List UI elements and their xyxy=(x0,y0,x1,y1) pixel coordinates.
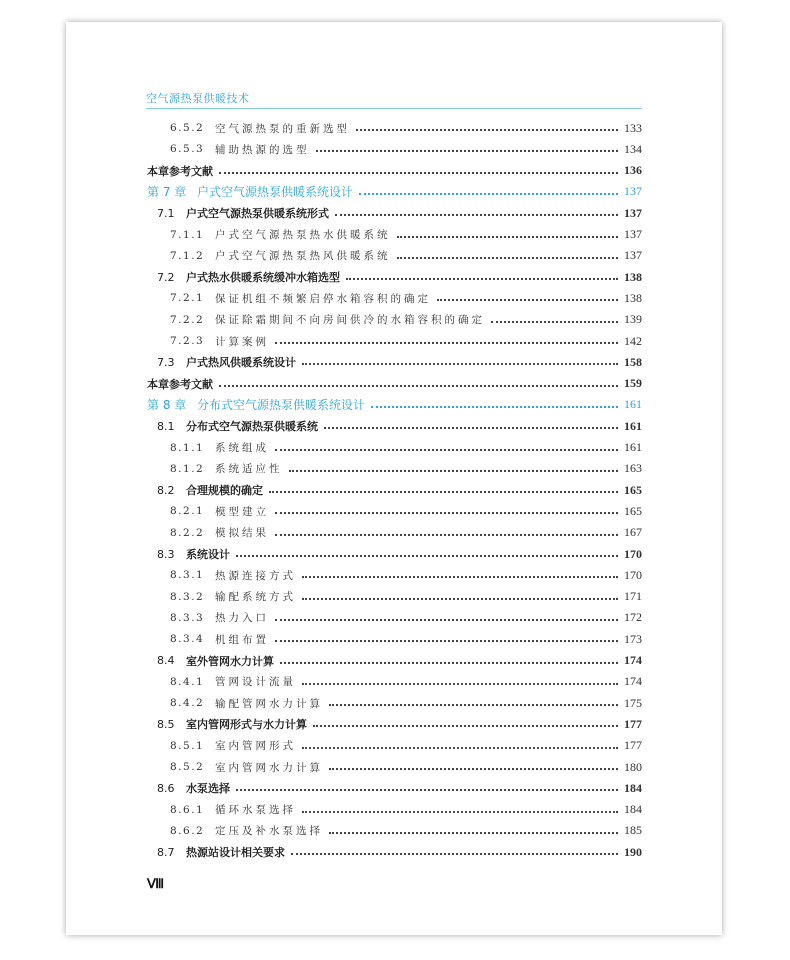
dot-leader xyxy=(371,406,618,408)
toc-entry-title: 定压及补水泵选择 xyxy=(215,825,323,838)
toc-entry[interactable] xyxy=(170,139,642,159)
toc-entry-page: 184 xyxy=(624,780,642,795)
header-rule xyxy=(146,108,642,109)
toc-entry-page: 180 xyxy=(624,759,642,774)
toc-entry-page: 163 xyxy=(624,461,642,476)
dot-leader xyxy=(236,789,618,791)
toc-entry[interactable] xyxy=(170,501,642,521)
dot-leader xyxy=(324,427,618,429)
toc-entry-title: 户式热水供暖系统缓冲水箱选型 xyxy=(186,271,340,285)
toc-entry-title: 计算案例 xyxy=(215,335,269,348)
toc-entry[interactable] xyxy=(170,565,642,585)
toc-chapter[interactable] xyxy=(147,395,642,415)
toc-entry-number: 8.2.2 xyxy=(170,526,205,539)
dot-leader xyxy=(359,193,618,195)
toc-entry-page: 165 xyxy=(624,503,642,518)
toc-entry-page: 165 xyxy=(624,482,642,497)
toc-entry-number: 8.3.3 xyxy=(170,611,205,624)
toc-entry-title: 系统设计 xyxy=(186,548,230,561)
toc-entry-number: 8.4.2 xyxy=(170,697,205,710)
toc-entry-number: 8.3.2 xyxy=(170,590,205,603)
toc-entry[interactable] xyxy=(170,288,642,308)
toc-entry-page: 139 xyxy=(624,312,642,327)
toc-entry-page: 136 xyxy=(624,163,642,178)
toc-entry-page: 185 xyxy=(624,823,642,838)
toc-entry-title: 户式空气源热泵供暖系统设计 xyxy=(197,185,354,200)
toc-entry[interactable] xyxy=(157,416,642,436)
toc-entry-title: 热力入口 xyxy=(215,612,269,625)
toc-entry-title: 辅助热源的选型 xyxy=(215,143,310,156)
toc-entry-title: 保证除霜期间不向房间供冷的水箱容积的确定 xyxy=(215,314,485,327)
toc-entry-title: 本章参考文献 xyxy=(147,164,213,178)
dot-leader xyxy=(329,768,618,770)
toc-entry-number: 8.1.1 xyxy=(170,441,205,454)
toc-entry-page: 172 xyxy=(624,610,642,625)
toc-entry[interactable] xyxy=(170,757,642,777)
toc-entry[interactable] xyxy=(170,118,642,138)
toc-entry-title: 室内管网形式与水力计算 xyxy=(186,718,307,732)
dot-leader xyxy=(397,257,619,259)
toc-entry-title: 模拟结果 xyxy=(215,527,269,540)
dot-leader xyxy=(219,172,618,174)
toc-entry-page: 137 xyxy=(624,248,642,263)
toc-entry-page: 138 xyxy=(624,290,642,305)
toc-entry-page: 137 xyxy=(624,205,642,220)
toc-entry-number: 7.2.3 xyxy=(170,335,205,347)
toc-entry[interactable] xyxy=(157,778,642,798)
toc-entry-page: 161 xyxy=(624,418,642,433)
toc-entry[interactable] xyxy=(170,438,642,458)
dot-leader xyxy=(335,214,618,216)
dot-leader xyxy=(302,683,618,685)
toc-entry-page: 167 xyxy=(624,525,642,540)
toc-entry-title: 输配系统方式 xyxy=(215,591,296,604)
toc-entry-title: 合理规模的确定 xyxy=(186,484,263,498)
toc-entry-number: 8.6.1 xyxy=(170,803,205,816)
toc-entry-page: 170 xyxy=(624,546,642,561)
toc-entry-page: 184 xyxy=(624,802,642,817)
dot-leader xyxy=(329,704,618,706)
toc-entry-title: 空气源热泵的重新选型 xyxy=(215,122,350,135)
toc-entry-title: 室内管网形式 xyxy=(215,740,296,753)
toc-entry-page: 159 xyxy=(624,376,642,391)
dot-leader xyxy=(316,150,619,152)
toc-entry[interactable] xyxy=(170,736,642,756)
toc-entry-title: 系统组成 xyxy=(215,442,269,454)
toc-entry-number: 8.1 xyxy=(157,419,175,433)
toc-entry[interactable] xyxy=(170,523,642,543)
toc-entry-number: 7.2.1 xyxy=(170,292,205,305)
toc-entry-page: 174 xyxy=(624,653,642,667)
toc-references[interactable] xyxy=(147,161,642,181)
toc-entry[interactable] xyxy=(170,225,642,245)
toc-entry[interactable] xyxy=(157,714,642,734)
toc-entry[interactable] xyxy=(170,459,642,479)
toc-entry-number: 7.2.2 xyxy=(170,313,205,326)
toc-entry-number: 8.7 xyxy=(157,845,175,859)
toc-entry-title: 分布式空气源热泵供暖系统 xyxy=(186,420,318,434)
toc-entry-page: 174 xyxy=(624,674,642,689)
toc-entry-number: 8.3.4 xyxy=(170,633,205,646)
toc-entry-title: 热源站设计相关要求 xyxy=(186,846,285,860)
toc-entry[interactable] xyxy=(157,352,642,372)
toc-entry-page: 190 xyxy=(624,844,642,859)
toc-entry-number: 8.6 xyxy=(157,781,175,795)
toc-entry-number: 第 8 章 xyxy=(147,398,187,413)
dot-leader xyxy=(313,725,618,727)
toc-entry-number: 6.5.2 xyxy=(170,122,205,134)
toc-entry-number: 7.2 xyxy=(157,270,175,284)
dot-leader xyxy=(275,342,618,344)
dot-leader xyxy=(219,385,618,387)
toc-entry[interactable] xyxy=(170,821,642,841)
toc-entry-number: 8.2.1 xyxy=(170,505,205,518)
toc-entry-number: 6.5.3 xyxy=(170,143,205,156)
toc-entry-number: 7.1 xyxy=(157,206,175,220)
toc-entry-page: 158 xyxy=(624,354,642,369)
toc-entry[interactable] xyxy=(170,800,642,820)
toc-entry-number: 7.1.1 xyxy=(170,228,205,241)
dot-leader xyxy=(275,619,618,621)
dot-leader xyxy=(280,662,618,664)
dot-leader xyxy=(356,129,618,131)
toc-entry-page: 161 xyxy=(624,440,642,454)
dot-leader xyxy=(329,832,618,834)
toc-entry-page: 142 xyxy=(624,333,642,348)
toc-entry-title: 户式空气源热泵热水供暖系统 xyxy=(215,229,391,241)
toc-entry-number: 7.3 xyxy=(157,355,175,369)
dot-leader xyxy=(275,640,618,642)
toc-entry-page: 170 xyxy=(624,567,642,582)
toc-entry[interactable] xyxy=(157,203,642,223)
toc-entry-number: 8.6.2 xyxy=(170,824,205,837)
toc-entry-number: 8.2 xyxy=(157,483,175,497)
toc-entry-title: 水泵选择 xyxy=(186,782,230,796)
toc-entry[interactable] xyxy=(170,310,642,330)
toc-entry-number: 8.1.2 xyxy=(170,462,205,475)
toc-entry[interactable] xyxy=(170,693,642,713)
dot-leader xyxy=(302,363,618,365)
toc-entry-title: 系统适应性 xyxy=(215,463,283,476)
toc-entry-page: 177 xyxy=(624,716,642,731)
dot-leader xyxy=(291,853,618,855)
toc-entry[interactable] xyxy=(157,544,642,564)
toc-entry-title: 模型建立 xyxy=(215,505,269,518)
toc-entry-number: 8.5.2 xyxy=(170,761,205,773)
dot-leader xyxy=(437,299,618,301)
toc-entry[interactable] xyxy=(157,480,642,500)
toc-entry[interactable] xyxy=(170,331,642,351)
toc-entry-page: 134 xyxy=(624,141,642,156)
dot-leader xyxy=(269,491,618,493)
toc-references[interactable] xyxy=(147,374,642,394)
toc-entry-title: 室内管网水力计算 xyxy=(215,761,323,774)
dot-leader xyxy=(275,449,618,451)
toc-entry-title: 热源连接方式 xyxy=(215,569,296,582)
toc-entry-page: 137 xyxy=(624,227,642,241)
toc-entry-number: 8.3 xyxy=(157,547,175,561)
toc-chapter[interactable] xyxy=(147,182,642,202)
page-number: Ⅷ xyxy=(147,876,165,891)
toc-entry-title: 保证机组不频繁启停水箱容积的确定 xyxy=(215,292,431,305)
running-header: 空气源热泵供暖技术 xyxy=(146,92,250,105)
toc-entry-page: 137 xyxy=(624,184,642,199)
toc-entry-page: 173 xyxy=(624,631,642,646)
dot-leader xyxy=(302,576,618,578)
toc-entry-page: 175 xyxy=(624,695,642,710)
toc-entry-page: 171 xyxy=(624,589,642,604)
toc-entry[interactable] xyxy=(157,842,642,862)
dot-leader xyxy=(302,747,618,749)
toc-entry-page: 161 xyxy=(624,397,642,412)
toc-entry-title: 分布式空气源热泵供暖系统设计 xyxy=(197,398,366,413)
toc-entry-title: 输配管网水力计算 xyxy=(215,697,323,710)
toc-entry[interactable] xyxy=(170,246,642,266)
toc-entry-number: 8.5.1 xyxy=(170,739,205,752)
dot-leader xyxy=(275,534,618,536)
dot-leader xyxy=(302,598,618,600)
dot-leader xyxy=(289,470,619,472)
toc-entry-title: 室外管网水力计算 xyxy=(186,654,274,668)
toc-entry-title: 户式空气源热泵热风供暖系统 xyxy=(215,250,391,263)
toc-entry-number: 8.5 xyxy=(157,717,175,731)
toc-entry-number: 8.4 xyxy=(157,654,175,667)
dot-leader xyxy=(302,811,618,813)
toc-entry[interactable] xyxy=(157,651,642,671)
toc-entry[interactable] xyxy=(157,267,642,287)
toc-entry-title: 户式热风供暖系统设计 xyxy=(186,356,296,370)
toc-entry-number: 第 7 章 xyxy=(147,185,187,200)
toc-entry-title: 机组布置 xyxy=(215,633,269,646)
toc-entry-number: 8.4.1 xyxy=(170,675,205,688)
toc-entry-title: 循环水泵选择 xyxy=(215,804,296,817)
toc-entry-title: 本章参考文献 xyxy=(147,377,213,391)
dot-leader xyxy=(491,321,618,323)
toc-entry[interactable] xyxy=(170,587,642,607)
dot-leader xyxy=(275,512,618,514)
toc-entry[interactable] xyxy=(170,672,642,692)
toc-entry-number: 8.3.1 xyxy=(170,569,205,582)
toc-entry[interactable] xyxy=(170,608,642,628)
toc-entry-page: 177 xyxy=(624,738,642,753)
toc-entry-number: 7.1.2 xyxy=(170,249,205,262)
toc-entry-page: 133 xyxy=(624,120,642,135)
toc-entry[interactable] xyxy=(170,629,642,649)
dot-leader xyxy=(346,278,618,280)
dot-leader xyxy=(397,236,619,238)
toc-entry-page: 138 xyxy=(624,269,642,284)
toc-entry-title: 管网设计流量 xyxy=(215,676,296,689)
toc-entry-title: 户式空气源热泵供暖系统形式 xyxy=(186,207,329,221)
dot-leader xyxy=(236,555,618,557)
